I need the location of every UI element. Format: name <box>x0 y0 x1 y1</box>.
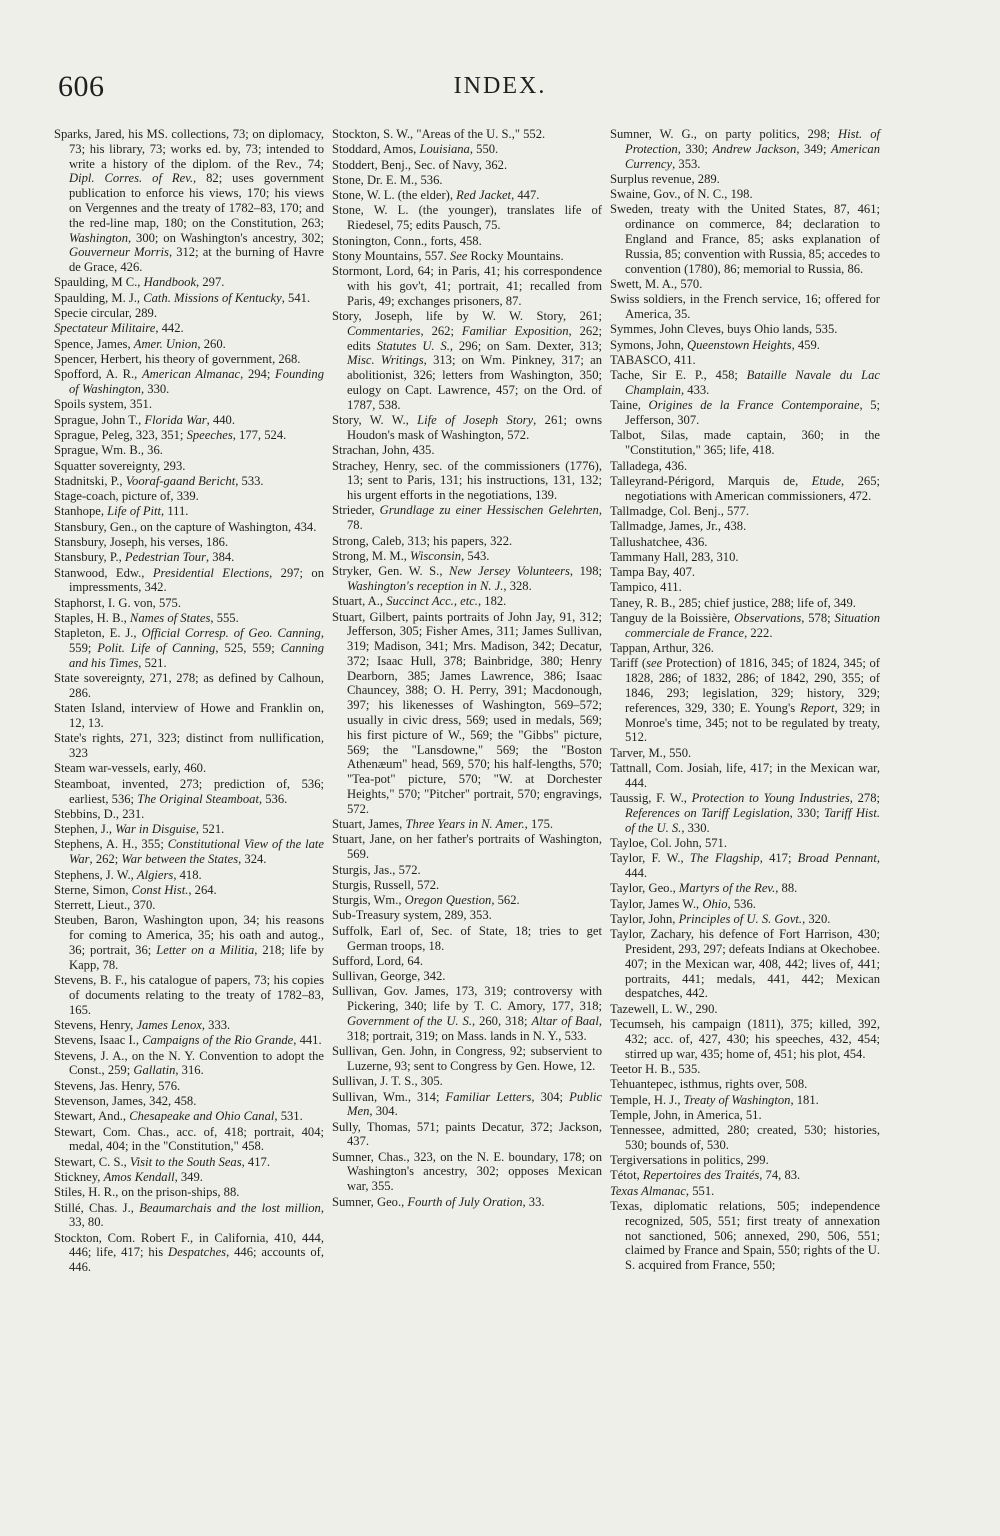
index-column-right <box>610 127 880 1274</box>
index-entry: Stevens, Isaac I., Campaigns of the Rio Grande, 441. <box>54 1033 322 1048</box>
index-entry: Stickney, Amos Kendall, 349. <box>54 1169 203 1184</box>
index-entry: Specie circular, 289. <box>54 306 158 321</box>
index-entry: Stansbury, P., Pedestrian Tour, 384. <box>54 550 235 565</box>
index-entry: Tampa Bay, 407. <box>610 565 696 580</box>
index-entry: Taylor, Zachary, his defence of Fort Harrison, 430; President, 293, 297; defeats Indians at Okechobee. 407; in the Mexican war, 408, 442; lives of, 441; portraits, 441; medals, 441, 442; Mexican despatches, 442. <box>610 927 880 1001</box>
index-entry: Swett, M. A., 570. <box>610 276 703 291</box>
index-entry: Taylor, F. W., The Flagship, 417; Broad Pennant, 444. <box>610 851 880 881</box>
index-entry: Stephens, A. H., 355; Constitutional View of the late War, 262; War between the States, 324. <box>54 837 324 867</box>
index-entry: Tallmadge, Col. Benj., 577. <box>610 503 750 518</box>
index-entry: Stockton, Com. Robert F., in California, 410, 444, 446; life, 417; his Despatches, 446; accounts of, 446. <box>54 1230 324 1275</box>
index-entry: Story, Joseph, life by W. W. Story, 261; Commentaries, 262; Familiar Exposition, 262; edits Statutes U. S., 296; on Sam. Dexter, 313; Misc. Writings, 313; on Wm. Pinkney, 317; an abolitionist, 326; letters from Washington, 350; eulogy on Capt. Lawrence, 457; on the Ord. of 1787, 538. <box>332 309 603 412</box>
index-entry: Taylor, John, Principles of U. S. Govt., 320. <box>610 911 831 926</box>
index-entry: Stormont, Lord, 64; in Paris, 41; his correspondence with his gov't, 41; portrait, 41; recalled from Paris, 49; exchanges prisoners, 87. <box>332 264 602 308</box>
index-entry: Tallushatchee, 436. <box>610 534 708 549</box>
index-entry: Stanwood, Edw., Presidential Elections, 297; on impressments, 342. <box>54 565 324 595</box>
index-entry: Strong, Caleb, 313; his papers, 322. <box>332 533 513 548</box>
index-entry: Stewart, And., Chesapeake and Ohio Canal, 531. <box>54 1109 303 1124</box>
index-entry: Stevenson, James, 342, 458. <box>54 1094 197 1108</box>
index-entry: Stony Mountains, 557. See Rocky Mountains. <box>332 248 564 263</box>
index-column-middle <box>332 127 602 1210</box>
index-entry: Stephen, J., War in Disguise, 521. <box>54 822 225 837</box>
index-entry: Stiles, H. R., on the prison-ships, 88. <box>54 1185 240 1200</box>
index-entry: State's rights, 271, 323; distinct from nullification, 323 <box>54 731 324 761</box>
index-entry: Stansbury, Gen., on the capture of Washington, 434. <box>54 519 317 534</box>
index-entry: TABASCO, 411. <box>610 352 696 367</box>
index-entry: Tehuantepec, isthmus, rights over, 508. <box>610 1077 808 1092</box>
index-entry: Taney, R. B., 285; chief justice, 288; life of, 349. <box>610 595 856 610</box>
index-entry: Sterrett, Lieut., 370. <box>54 898 156 913</box>
index-entry: Sufford, Lord, 64. <box>332 953 424 968</box>
index-entry: Stevens, J. A., on the N. Y. Convention to adopt the Const., 259; Gallatin, 316. <box>54 1048 324 1078</box>
index-entry: Stockton, S. W., "Areas of the U. S.," 552. <box>332 127 546 141</box>
index-entry: Stewart, Com. Chas., acc. of, 418; portrait, 404; medal, 404; in the "Constitution," 458. <box>54 1124 324 1154</box>
index-entry: Tecumseh, his campaign (1811), 375; killed, 392, 432; acc. of, 427, 430; his speeches, 432, 454; stirred up war, 435; home of, 451; his plot, 454. <box>610 1017 880 1061</box>
index-entry: Steamboat, invented, 273; prediction of, 536; earliest, 536; The Original Steamboat, 536. <box>54 776 324 806</box>
index-entry: Stephens, J. W., Algiers, 418. <box>54 867 202 882</box>
index-entry: Symons, John, Queenstown Heights, 459. <box>610 337 820 352</box>
page-number: 606 <box>58 70 105 103</box>
index-entry: Sumner, Chas., 323, on the N. E. boundary, 178; on Washington's ancestry, 302; opposes Mexican war, 355. <box>332 1149 602 1194</box>
index-entry: Strachey, Henry, sec. of the commissioners (1776), 13; sent to Paris, 131; his instructions, 131, 132; his urgent efforts in the negotiations, 139. <box>332 458 602 503</box>
index-entry: Squatter sovereignty, 293. <box>54 458 186 473</box>
index-entry: Tattnall, Com. Josiah, life, 417; in the Mexican war, 444. <box>610 760 880 790</box>
index-entry: Tammany Hall, 283, 310. <box>610 549 739 564</box>
index-entry: Sweden, treaty with the United States, 87, 461; ordinance on commerce, 84; declaration to England and France, 85; asks explanation of Russia, 85; convention with Russia, 85; accedes to convention (1780), 86; memorial to Russia, 86. <box>610 202 880 276</box>
index-entry: Swaine, Gov., of N. C., 198. <box>610 187 753 202</box>
index-entry: Tétot, Repertoires des Traités, 74, 83. <box>610 1168 801 1183</box>
index-entry: Suffolk, Earl of, Sec. of State, 18; tries to get German troops, 18. <box>332 923 602 953</box>
index-entry: Temple, H. J., Treaty of Washington, 181. <box>610 1092 819 1107</box>
index-entry: Steuben, Baron, Washington upon, 34; his reasons for coming to America, 35; his oath and autog., 36; portrait, 36; Letter on a Militia, 218; life by Kapp, 78. <box>54 913 324 972</box>
index-entry: Stone, W. L. (the elder), Red Jacket, 447. <box>332 188 540 203</box>
index-entry: Sprague, Peleg, 323, 351; Speeches, 177, 524. <box>54 427 287 442</box>
index-entry: Sprague, Wm. B., 36. <box>54 443 163 458</box>
index-entry: Tergiversations in politics, 299. <box>610 1153 769 1168</box>
index-entry: Stevens, B. F., his catalogue of papers, 73; his copies of documents relating to the treaty of 1782–83, 165. <box>54 973 324 1017</box>
index-entry: Stuart, Gilbert, paints portraits of John Jay, 91, 312; Jefferson, 305; Fisher Ames, 311; James Sullivan, 319; Madison, 341; Mrs. Madison, 342; Decatur, 372; Isaac Hull, 378; Bainbridge, 380; Henry Dearborn, 385; James Lawrence, 386; Isaac Chauncey, 388; O. H. Perry, 391; Macdonough, 397; his likenesses of Washington, 569–572; usually in civic dress, 569; used in medals, 569; his first picture of W., 569; the "Gibbs" picture, 569; the "Lansdowne," 569; the "Boston Athenæum" head, 569, 570; his half-lengths, 570; "Tea-pot" picture, 570; "W. at Dorchester Heights," 570; "Pitcher" portrait, 570; engravings, 572. <box>332 609 602 816</box>
index-entry: Taine, Origines de la France Contemporaine, 5; Jefferson, 307. <box>610 398 881 428</box>
index-entry: Sparks, Jared, his MS. collections, 73; on diplomacy, 73; his library, 73; works ed. by, 73; intended to write a history of the diplom. of the Rev., 74; Dipl. Corres. of Rev., 82; uses government publication to enforce his views, 170; his views on Vergennes and the treaty of 1782–83, 170; and the red-line map, 180; on the Constitution, 263; Washington, 300; on Washington's ancestry, 302; Gouverneur Morris, 312; at the burning of Havre de Grace, 426. <box>54 127 324 275</box>
index-entry: Stanhope, Life of Pitt, 111. <box>54 504 189 519</box>
index-entry: Stewart, C. S., Visit to the South Seas, 417. <box>54 1154 270 1169</box>
index-entry: Strieder, Grundlage zu einer Hessischen Gelehrten, 78. <box>332 503 602 533</box>
index-entry: Tayloe, Col. John, 571. <box>610 835 728 850</box>
index-entry: Spectateur Militaire, 442. <box>54 321 184 336</box>
index-entry: Tallmadge, James, Jr., 438. <box>610 519 747 534</box>
index-entry: Temple, John, in America, 51. <box>610 1107 762 1122</box>
index-entry: Steam war-vessels, early, 460. <box>54 761 207 776</box>
index-entry: Sumner, Geo., Fourth of July Oration, 33. <box>332 1194 545 1209</box>
index-entry: Stuart, A., Succinct Acc., etc., 182. <box>332 594 507 609</box>
index-entry: Teetor H. B., 535. <box>610 1061 701 1076</box>
index-entry: Stonington, Conn., forts, 458. <box>332 233 482 248</box>
index-entry: Sullivan, J. T. S., 305. <box>332 1074 443 1089</box>
index-entry: Stoddard, Amos, Louisiana, 550. <box>332 142 499 157</box>
index-entry: Sterne, Simon, Const Hist., 264. <box>54 882 217 897</box>
index-entry: Spaulding, M C., Handbook, 297. <box>54 275 225 290</box>
index-entry: Tampico, 411. <box>610 580 682 595</box>
index-entry: Spence, James, Amer. Union, 260. <box>54 336 226 351</box>
index-entry: Story, W. W., Life of Joseph Story, 261; owns Houdon's mask of Washington, 572. <box>332 413 602 442</box>
index-entry: Staples, H. B., Names of States, 555. <box>54 611 239 625</box>
index-entry: Sullivan, George, 342. <box>332 969 446 984</box>
index-entry: Spoils system, 351. <box>54 397 152 412</box>
index-entry: Stebbins, D., 231. <box>54 806 145 821</box>
index-entry: Spofford, A. R., American Almanac, 294; Founding of Washington, 330. <box>54 367 324 397</box>
index-entry: Tappan, Arthur, 326. <box>610 641 714 656</box>
index-entry: Talleyrand-Périgord, Marquis de, Etude, 265; negotiations with American commissioners, 472. <box>610 473 881 503</box>
index-entry: Stapleton, E. J., Official Corresp. of Geo. Canning, 559; Polit. Life of Canning, 525, 559; Canning and his Times, 521. <box>54 626 324 670</box>
index-entry: Tariff (see Protection) of 1816, 345; of 1824, 345; of 1828, 286; of 1832, 286; of 1842, 290, 355; of 1846, 293; legislation, 329; history, 329; references, 329, 330; E. Young's Report, 329; in Monroe's time, 345; not to be regulated by treaty, 512. <box>610 656 880 745</box>
index-entry: Sullivan, Gen. John, in Congress, 92; subservient to Luzerne, 93; sent to Congress by Gen. Howe, 12. <box>332 1044 602 1073</box>
index-entry: Sturgis, Wm., Oregon Question, 562. <box>332 893 520 908</box>
index-entry: Sturgis, Jas., 572. <box>332 862 421 877</box>
index-entry: Taussig, F. W., Protection to Young Industries, 278; References on Tariff Legislation, 330; Tariff Hist. of the U. S., 330. <box>610 791 880 835</box>
index-entry: Taylor, Geo., Martyrs of the Rev., 88. <box>610 881 798 896</box>
index-entry: Talbot, Silas, made captain, 360; in the "Constitution," 365; life, 418. <box>610 428 880 458</box>
index-entry: State sovereignty, 271, 278; as defined by Calhoun, 286. <box>54 671 324 700</box>
index-entry: Spencer, Herbert, his theory of government, 268. <box>54 351 301 366</box>
index-entry: Stone, W. L. (the younger), translates life of Riedesel, 75; edits Pausch, 75. <box>332 203 602 233</box>
index-entry: Tarver, M., 550. <box>610 745 692 760</box>
index-entry: Tennessee, admitted, 280; created, 530; histories, 530; bounds of, 530. <box>610 1123 880 1152</box>
index-entry: Stuart, James, Three Years in N. Amer., 175. <box>332 817 554 832</box>
index-entry: Tache, Sir E. P., 458; Bataille Navale du Lac Champlain, 433. <box>610 368 880 398</box>
index-entry: Stuart, Jane, on her father's portraits of Washington, 569. <box>332 832 602 862</box>
index-entry: Stage-coach, picture of, 339. <box>54 489 199 504</box>
index-entry: Stevens, Jas. Henry, 576. <box>54 1078 181 1093</box>
index-entry: Stoddert, Benj., Sec. of Navy, 362. <box>332 157 508 172</box>
index-entry: Tazewell, L. W., 290. <box>610 1001 718 1016</box>
index-entry: Texas Almanac, 551. <box>610 1183 715 1198</box>
index-entry: Surplus revenue, 289. <box>610 171 720 186</box>
index-entry: Sullivan, Gov. James, 173, 319; controversy with Pickering, 340; life by T. C. Amory, 177, 318; Government of the U. S., 260, 318; Altar of Baal, 318; portrait, 319; on Mass. lands in N. Y., 533. <box>332 984 602 1043</box>
index-entry: Stone, Dr. E. M., 536. <box>332 172 443 187</box>
index-entry: Taylor, James W., Ohio, 536. <box>610 896 756 911</box>
index-column-left <box>54 127 324 1276</box>
index-entry: Staphorst, I. G. von, 575. <box>54 595 181 610</box>
index-entry: Strachan, John, 435. <box>332 443 435 458</box>
index-entry: Stillé, Chas. J., Beaumarchais and the lost million, 33, 80. <box>54 1200 324 1230</box>
index-entry: Staten Island, interview of Howe and Franklin on, 12, 13. <box>54 701 324 731</box>
index-entry: Texas, diplomatic relations, 505; independence recognized, 505, 551; first treaty of annexation not sanctioned, 506; annexed, 290, 506, 551; claimed by France and Spain, 550; rights of the U. S. acquired from France, 550; <box>610 1199 880 1273</box>
index-entry: Spaulding, M. J., Cath. Missions of Kentucky, 541. <box>54 290 311 305</box>
index-entry: Sub-Treasury system, 289, 353. <box>332 908 492 923</box>
index-entry: Strong, M. M., Wisconsin, 543. <box>332 548 490 563</box>
index-entry: Sturgis, Russell, 572. <box>332 877 440 892</box>
index-entry: Sprague, John T., Florida War, 440. <box>54 412 235 427</box>
index-entry: Sumner, W. G., on party politics, 298; Hist. of Protection, 330; Andrew Jackson, 349; American Currency, 353. <box>610 127 881 171</box>
index-entry: Stansbury, Joseph, his verses, 186. <box>54 535 229 550</box>
index-entry: Talladega, 436. <box>610 458 688 473</box>
index-entry: Symmes, John Cleves, buys Ohio lands, 535. <box>610 322 838 337</box>
index-entry: Swiss soldiers, in the French service, 16; offered for America, 35. <box>610 292 880 322</box>
index-entry: Sully, Thomas, 571; paints Decatur, 372; Jackson, 437. <box>332 1119 602 1149</box>
index-entry: Stryker, Gen. W. S., New Jersey Volunteers, 198; Washington's reception in N. J., 328. <box>332 564 602 593</box>
running-head: INDEX. <box>453 73 547 99</box>
index-entry: Stevens, Henry, James Lenox, 333. <box>54 1018 231 1033</box>
index-entry: Stadnitski, P., Vooraf-gaand Bericht, 533. <box>54 473 264 488</box>
index-entry: Sullivan, Wm., 314; Familiar Letters, 304; Public Men, 304. <box>332 1089 602 1119</box>
index-entry: Tanguy de la Boissière, Observations, 578; Situation commerciale de France, 222. <box>610 611 880 640</box>
